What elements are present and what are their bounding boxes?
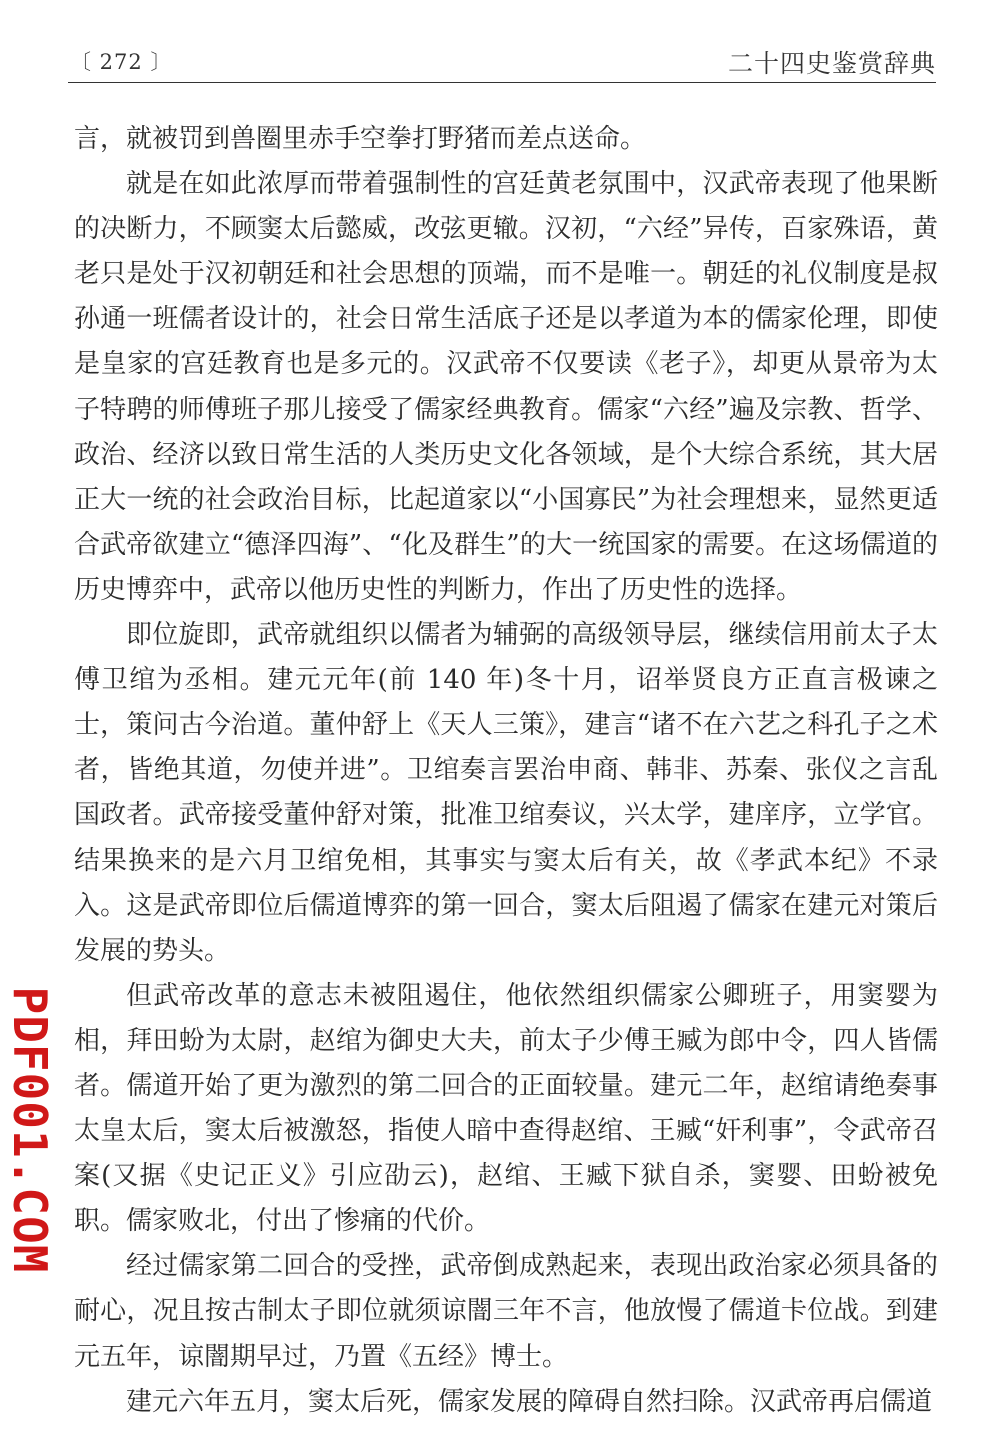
paragraph: 经过儒家第二回合的受挫，武帝倒成熟起来，表现出政治家必须具备的耐心，况且按古制太子即位就须谅闇三年不言，他放慢了儒道卡位战。到建元五年，谅闇期早过，乃置《五经》博士。 xyxy=(74,1251,938,1372)
body-text xyxy=(74,117,938,1425)
book-title: 二十四史鉴赏辞典 xyxy=(727,49,936,78)
paragraph: 建元六年五月，窦太后死，儒家发展的障碍自然扫除。汉武帝再启儒道 xyxy=(126,1386,933,1417)
page-number: 〔 272 〕 xyxy=(70,50,173,74)
paragraph: 即位旋即，武帝就组织以儒者为辅弼的高级领导层，继续信用前太子太傅卫绾为丞相。建元元年(前 140 年)冬十月，诏举贤良方正直言极谏之士，策问古今治道。董仲舒上《天人三策》，建言“诸不在六艺之科孔子之术者，皆绝其道，勿使并进”。卫绾奏言罢治申商、韩非、苏秦、张仪之言乱国政者。武帝接受董仲舒对策，批准卫绾奏议，兴太学，建庠序，立学官。结果换来的是六月卫绾免相，其事实与窦太后有关，故《孝武本纪》不录入。这是武帝即位后儒道博弈的第一回合，窦太后阻遏了儒家在建元对策后发展的势头。 xyxy=(74,620,938,966)
paragraph-continuation: 言，就被罚到兽圈里赤手空拳打野猪而差点送命。 xyxy=(74,124,647,154)
header-rule xyxy=(68,82,936,83)
watermark: PDF001.COM xyxy=(3,986,57,1274)
page-header xyxy=(70,40,936,80)
paragraph: 就是在如此浓厚而带着强制性的宫廷黄老氛围中，汉武帝表现了他果断的决断力，不顾窦太后懿威，改弦更辙。汉初，“六经”异传，百家殊语，黄老只是处于汉初朝廷和社会思想的顶端，而不是唯一。朝廷的礼仪制度是叔孙通一班儒者设计的，社会日常生活底子还是以孝道为本的儒家伦理，即使是皇家的宫廷教育也是多元的。汉武帝不仅要读《老子》，却更从景帝为太子特聘的师傅班子那儿接受了儒家经典教育。儒家“六经”遍及宗教、哲学、政治、经济以致日常生活的人类历史文化各领域，是个大综合系统，其大居正大一统的社会政治目标，比起道家以“小国寡民”为社会理想来，显然更适合武帝欲建立“德泽四海”、“化及群生”的大一统国家的需要。在这场儒道的历史博弈中，武帝以他历史性的判断力，作出了历史性的选择。 xyxy=(74,169,938,605)
paragraph: 但武帝改革的意志未被阻遏住，他依然组织儒家公卿班子，用窦婴为相，拜田蚡为太尉，赵绾为御史大夫，前太子少傅王臧为郎中令，四人皆儒者。儒道开始了更为激烈的第二回合的正面较量。建元二年，赵绾请绝奏事太皇太后，窦太后被激怒，指使人暗中查得赵绾、王臧“奸利事”，令武帝召案(又据《史记正义》引应劭云)，赵绾、王臧下狱自杀，窦婴、田蚡被免职。儒家败北，付出了惨痛的代价。 xyxy=(74,980,938,1237)
